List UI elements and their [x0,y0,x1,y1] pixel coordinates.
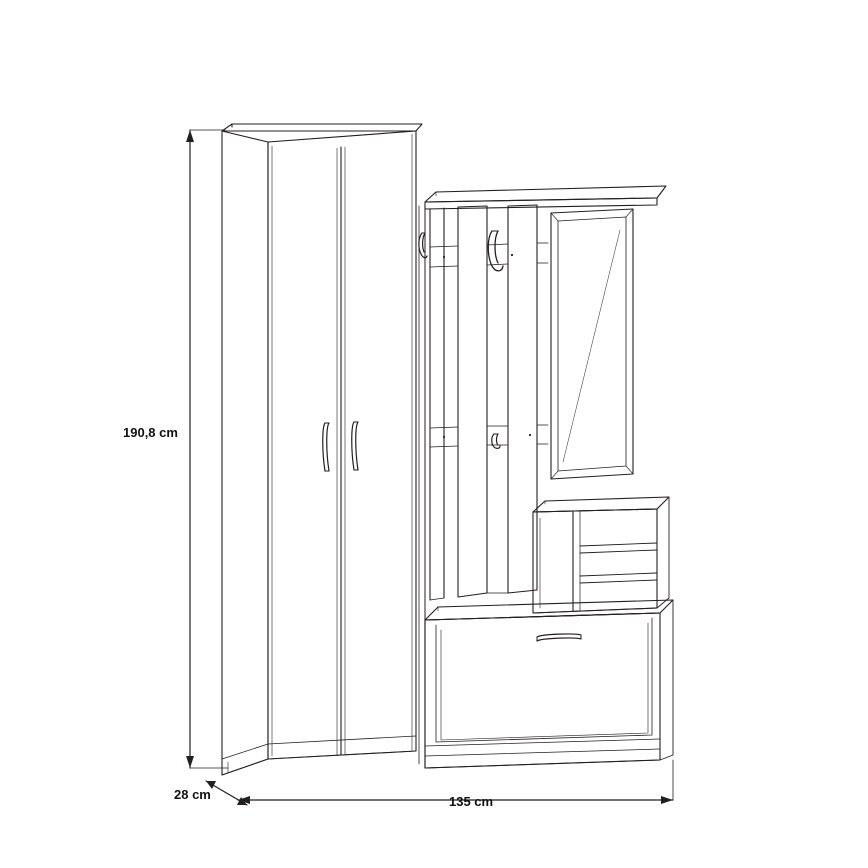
dimension-label-width: 135 cm [449,794,494,809]
coat-hook-lower [492,434,500,448]
tall-2-door-wardrobe [222,124,422,775]
coat-hook-left [419,233,427,258]
open-shelf-unit [533,497,669,613]
shoe-cabinet-with-flap-drawer [425,600,673,768]
wardrobe-handle-right [352,422,358,470]
dimension-label-depth: 28 cm [174,787,211,802]
mirror-panel [551,209,633,479]
wall-panel-with-hooks [419,186,666,600]
drawer-handle [537,634,581,641]
wardrobe-handle-left [323,423,329,471]
dimension-label-height: 190,8 cm [123,425,178,440]
